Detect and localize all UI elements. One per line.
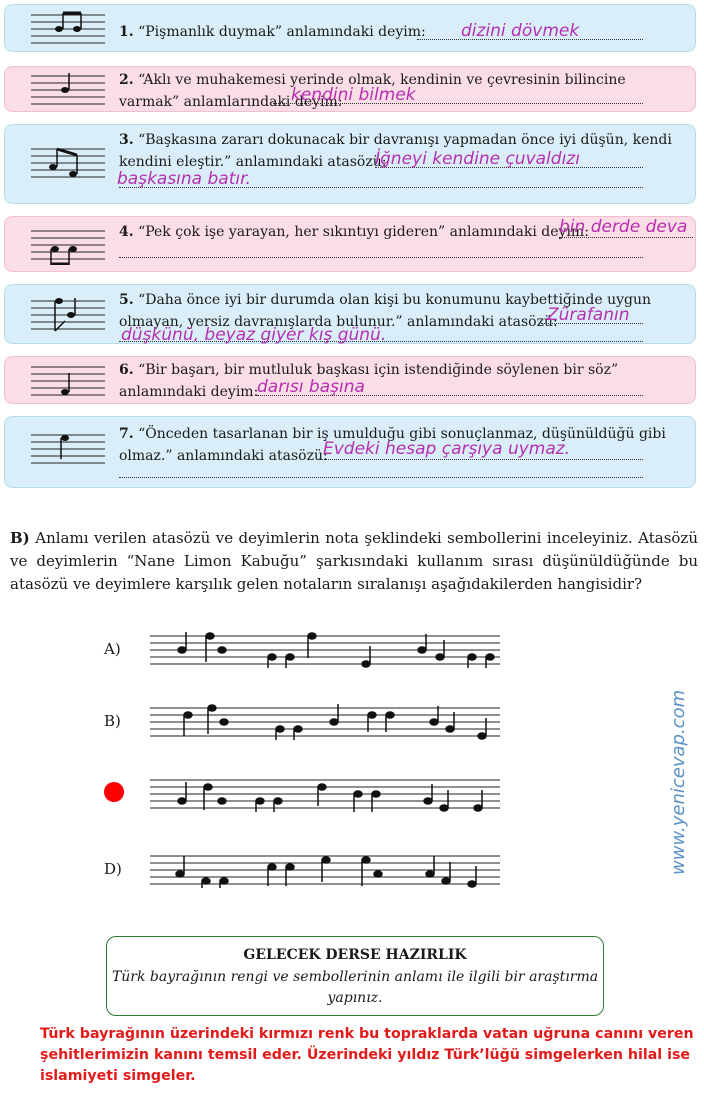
handwritten-answer: dizini dövmek: [461, 21, 580, 41]
option-d-staff[interactable]: [150, 852, 500, 888]
option-d-label[interactable]: D): [104, 860, 122, 878]
homework-box: [106, 936, 604, 1016]
question-text: 7. “Önceden tasarlanan bir iş umulduğu gibi sonuçlanmaz, düşünüldüğü gibi olmaz.” anlamındaki atasözü:: [119, 426, 666, 464]
question-card-5: [4, 284, 696, 344]
homework-answer: Türk bayrağının üzerindeki kırmızı renk bu topraklarda vatan uğruna canını veren şehitlerimizin kanını temsil eder. Üzerindeki yıldız Türk’lüğü simgelerken hilal ise islamiyeti simgeler.: [40, 1026, 694, 1084]
handwritten-answer: İğneyi kendine çuvaldızı: [375, 149, 580, 169]
note-symbol: [31, 70, 105, 110]
question-card-1: [4, 4, 696, 52]
question-text: 2. “Aklı ve muhakemesi yerinde olmak, kendinin ve çevresinin bilincine varmak” anlamlarındaki deyim:: [119, 72, 626, 110]
site-watermark: [664, 650, 694, 880]
handwritten-answer: Zürafanın: [547, 305, 630, 325]
answer-line: [119, 477, 643, 478]
question-text: 3. “Başkasına zararı dokunacak bir davranışı yapmadan önce iyi düşün, kendi kendini eleştir.” anlamındaki atasözü:: [119, 132, 672, 170]
watermark-text: www.yenicevap.com: [668, 689, 689, 875]
question-card-4: [4, 216, 696, 272]
question-card-6: [4, 356, 696, 404]
question-card-7: [4, 416, 696, 488]
part-b-question: [10, 527, 698, 596]
part-b-label: B): [10, 529, 30, 547]
question-text: 5. “Daha önce iyi bir durumda olan kişi bu konumunu kaybettiğinde uygun olmayan, yersiz davranışlarda bulunur.” anlamındaki atasözü:: [119, 292, 651, 330]
note-symbol: [31, 361, 105, 401]
option-b-staff[interactable]: [150, 704, 500, 740]
handwritten-answer: bin derde deva: [559, 217, 688, 237]
part-b-text: Anlamı verilen atasözü ve deyimlerin nota şeklindeki sembollerini inceleyiniz. Atasözü ve deyimlerin “Nane Limon Kabuğu” şarkısındaki kullanım sırası düşünüldüğünde bu atasözü ve deyimlere karşılık gelen notaların sıralanışı aşağıdakilerden hangisidir?: [10, 529, 698, 593]
option-a-staff[interactable]: [150, 632, 500, 668]
handwritten-answer: Evdeki hesap çarşıya uymaz.: [323, 439, 571, 459]
question-card-3: [4, 124, 696, 204]
note-symbol: [31, 9, 105, 49]
note-symbol: [31, 295, 105, 335]
answer-line: [559, 237, 693, 238]
question-text: 1. “Pişmanlık duymak” anlamındaki deyim:: [119, 24, 426, 40]
homework-body: Türk bayrağının rengi ve sembollerinin anlamı ile ilgili bir araştırma yapınız.: [111, 969, 599, 1006]
question-text: 6. “Bir başarı, bir mutluluk başkası için istendiğinde söylenen bir söz” anlamındaki deyim:: [119, 362, 619, 400]
question-card-2: [4, 66, 696, 112]
handwritten-answer: darısı başına: [257, 377, 365, 397]
question-text: 4. “Pek çok işe yarayan, her sıkıntıyı gideren” anlamındaki deyim:: [119, 224, 589, 240]
homework-title: GELECEK DERSE HAZIRLIK: [243, 947, 467, 963]
option-a-label[interactable]: A): [104, 640, 121, 658]
note-symbol: [31, 429, 105, 469]
option-b-label[interactable]: B): [104, 712, 121, 730]
option-c-staff[interactable]: [150, 776, 500, 812]
handwritten-answer: düşkünü, beyaz giyer kış günü.: [121, 325, 387, 345]
handwritten-answer: başkasına batır.: [117, 169, 251, 189]
note-symbol: [31, 143, 105, 183]
handwritten-answer: kendini bilmek: [291, 85, 416, 105]
answer-line: [319, 459, 643, 460]
selected-answer-marker[interactable]: [104, 782, 124, 802]
answer-line: [119, 257, 643, 258]
note-symbol: [31, 225, 105, 265]
